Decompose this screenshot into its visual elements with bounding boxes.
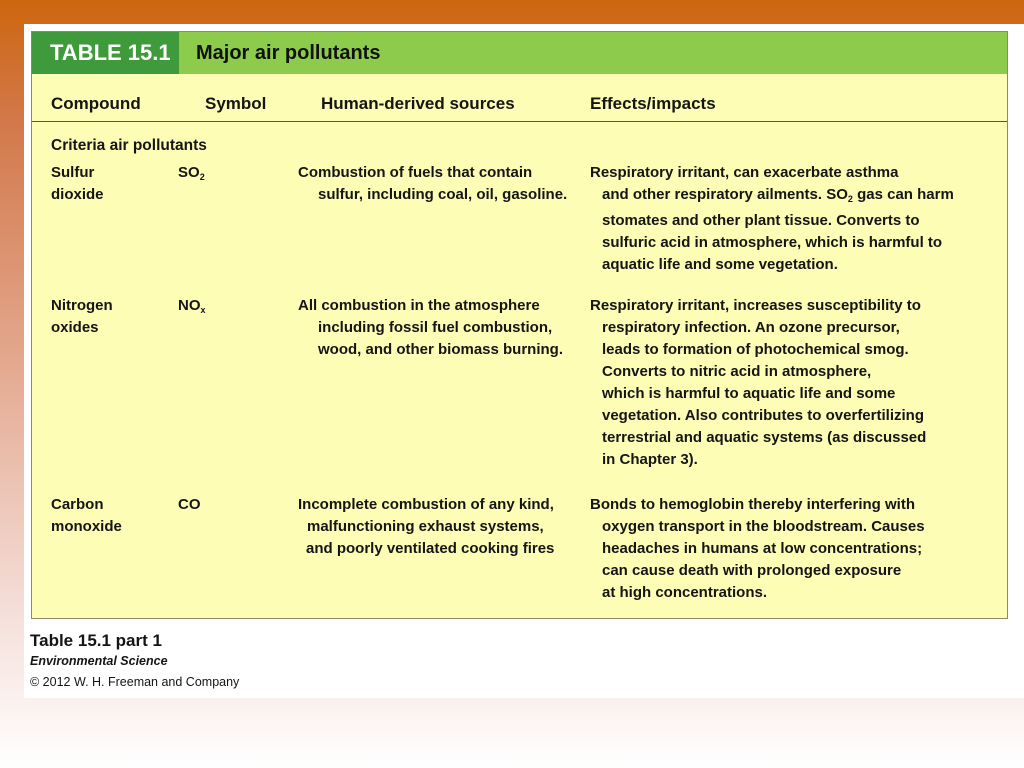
- header-sources: Human-derived sources: [321, 94, 515, 113]
- table-title-bar: [32, 32, 1007, 74]
- row-carbon-sources: Incomplete combustion of any kind, malfunctioning exhaust systems, and poorly ventilated cooking fires: [298, 496, 555, 557]
- row-nitrogen-sources: All combustion in the atmosphere including fossil fuel combustion, wood, and other biomass burning.: [298, 297, 564, 358]
- row-carbon-symbol: CO: [178, 496, 201, 513]
- row-sulfur-compound: Sulfur dioxide: [51, 164, 104, 203]
- row-nitrogen-compound: Nitrogen oxides: [51, 297, 113, 336]
- header-symbol: Symbol: [205, 94, 267, 113]
- section-label: Criteria air pollutants: [51, 137, 207, 154]
- table-number: TABLE 15.1: [32, 32, 179, 74]
- row-nitrogen-symbol: $NO_x$: [178, 297, 206, 315]
- row-sulfur-symbol: $SO_2$: [178, 164, 205, 182]
- header-effects: Effects/impacts: [590, 94, 716, 113]
- row-carbon-compound: Carbon monoxide: [51, 496, 122, 535]
- slide: [24, 24, 1024, 698]
- caption-copyright: © 2012 W. H. Freeman and Company: [30, 675, 240, 689]
- caption-title: Table 15.1 part 1: [30, 631, 162, 650]
- header-compound: Compound: [51, 94, 141, 113]
- pollutants-table: [31, 31, 1008, 619]
- header-divider: [32, 121, 1007, 122]
- row-nitrogen-effects: Respiratory irritant, increases susceptibility to respiratory infection. An ozone precursor, leads to formation of photochemical smog. Converts to nitric acid in atmosphere, which is harmful to aquatic life and some vegetation. Also contributes to overfertilizing terrestrial and aquatic systems (as discussed in Chapter 3).: [590, 297, 927, 468]
- row-sulfur-sources: Combustion of fuels that contain sulfur, including coal, oil, gasoline.: [298, 164, 568, 203]
- row-sulfur-effects: Respiratory irritant, can exacerbate asthma and other respiratory ailments. $SO_2$ gas can harm stomates and other plant tissue. Converts to sulfuric acid in atmosphere, which is harmful to aquatic life and some vegetation.: [590, 164, 954, 273]
- caption-book: Environmental Science: [30, 654, 168, 668]
- table-title: Major air pollutants: [179, 32, 1007, 74]
- row-carbon-effects: Bonds to hemoglobin thereby interfering with oxygen transport in the bloodstream. Causes headaches in humans at low concentrations; can cause death with prolonged exposure at high concentrations.: [590, 496, 925, 601]
